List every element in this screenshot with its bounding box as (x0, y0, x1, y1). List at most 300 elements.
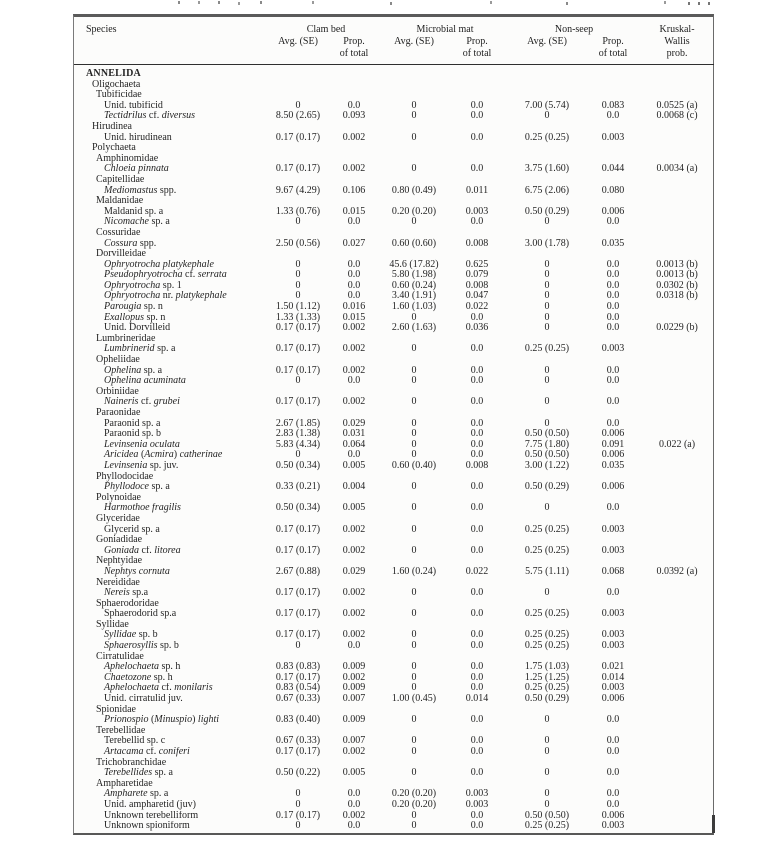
taxon-name: Lumbrinerid sp. a (104, 344, 176, 355)
nonseep-avg-cell: 6.75 (2.06) (524, 184, 570, 196)
species-row (74, 239, 714, 250)
taxon-name: Aricidea (Acmira) catherinae (104, 450, 223, 461)
mat-avg-cell: 0 (411, 544, 417, 556)
mat-prop-cell: 0.0 (470, 746, 484, 757)
taxon-name: Unid. cirratulid juv. (104, 694, 183, 705)
clam-prop-cell: 0.0 (347, 449, 361, 461)
nonseep-prop-cell: 0.003 (601, 131, 625, 143)
mat-avg-cell: 1.00 (0.45) (391, 693, 437, 705)
mat-avg-cell: 0.20 (0.20) (391, 798, 437, 810)
taxon-name: Pseudophryotrocha cf. serrata (104, 270, 227, 281)
kw-prob-cell (640, 376, 714, 387)
nonseep-avg-cell: 7.00 (5.74) (524, 99, 570, 111)
species-row (74, 821, 714, 832)
clam-avg-cell: 9.67 (4.29) (275, 184, 321, 196)
clam-prop-cell: 0.002 (342, 364, 366, 376)
nonseep-avg-cell: 0 (544, 396, 550, 408)
kw-prob-cell: 0.0013 (b) (656, 269, 698, 281)
kw-prob-cell: 0.0068 (c) (656, 110, 698, 122)
mat-prop-cell: 0.0 (470, 163, 484, 175)
kw-prob-cell: 0.022 (a) (658, 438, 696, 450)
taxon-name: Chaetozone sp. h (104, 672, 173, 683)
clam-avg-cell: 0.17 (0.17) (275, 523, 321, 535)
clam-avg-cell: 0 (295, 820, 301, 832)
mat-avg-cell: 5.80 (1.98) (391, 269, 437, 281)
nonseep-prop-cell (586, 122, 640, 133)
kw-prob-cell (640, 535, 714, 546)
species-row (74, 376, 714, 387)
col-header-nonseep-prop: Prop. of total (598, 36, 628, 59)
nonseep-prop-cell: 0.0 (606, 417, 620, 429)
species-row (74, 525, 714, 536)
taxon-name: Terebellidae (96, 725, 146, 736)
taxon-name: Nereis sp.a (104, 588, 149, 599)
kw-prob-cell (640, 789, 714, 800)
mat-avg-cell: 0 (411, 364, 417, 376)
mat-prop-cell (446, 408, 508, 419)
mat-avg-cell (382, 122, 446, 133)
species-row (74, 164, 714, 175)
mat-prop-cell: 0.0 (470, 449, 484, 461)
nonseep-avg-cell: 0.25 (0.25) (524, 682, 570, 694)
nonseep-avg-cell: 0.25 (0.25) (524, 343, 570, 355)
mat-prop-cell: 0.0 (470, 714, 484, 726)
nonseep-prop-cell (586, 175, 640, 186)
clam-prop-cell: 0.0 (347, 258, 361, 270)
mat-prop-cell: 0.014 (465, 693, 489, 705)
mat-avg-cell: 0 (411, 629, 417, 641)
clam-avg-cell: 0 (295, 375, 301, 387)
mat-avg-cell: 0 (411, 640, 417, 652)
nonseep-avg-cell: 0.50 (0.50) (524, 428, 570, 440)
species-row (74, 461, 714, 472)
kw-prob-cell (640, 397, 714, 408)
mat-avg-cell: 0.60 (0.24) (391, 279, 437, 291)
kw-prob-cell (640, 472, 714, 483)
nonseep-avg-cell: 0 (544, 269, 550, 281)
mat-avg-cell: 0 (411, 99, 417, 111)
clam-prop-cell: 0.002 (342, 608, 366, 620)
mat-prop-cell: 0.0 (470, 99, 484, 111)
nonseep-avg-cell: 0.25 (0.25) (524, 608, 570, 620)
clam-avg-cell (270, 65, 326, 80)
nonseep-avg-cell (508, 143, 586, 154)
nonseep-avg-cell (508, 65, 586, 80)
species-row (74, 344, 714, 355)
mat-avg-cell: 0 (411, 110, 417, 122)
kw-prob-cell (640, 186, 714, 197)
mat-avg-cell: 0 (411, 671, 417, 683)
kw-prob-cell (640, 630, 714, 641)
clam-avg-cell: 0.17 (0.17) (275, 629, 321, 641)
mat-prop-cell: 0.0 (470, 428, 484, 440)
nonseep-prop-cell: 0.035 (601, 459, 625, 471)
nonseep-avg-cell: 0.50 (0.50) (524, 809, 570, 821)
mat-prop-cell: 0.003 (465, 205, 489, 217)
mat-prop-cell: 0.0 (470, 608, 484, 620)
nonseep-avg-cell: 3.75 (1.60) (524, 163, 570, 175)
taxon-group-row (74, 122, 714, 133)
nonseep-avg-cell: 0.25 (0.25) (524, 629, 570, 641)
clam-avg-cell: 0.50 (0.22) (275, 767, 321, 779)
mat-avg-cell: 0 (411, 396, 417, 408)
species-row (74, 609, 714, 620)
clam-avg-cell: 0.17 (0.17) (275, 587, 321, 599)
nonseep-avg-cell: 0.50 (0.50) (524, 449, 570, 461)
kw-prob-cell (640, 133, 714, 144)
mat-avg-cell: 0 (411, 746, 417, 757)
kw-prob-cell (640, 641, 714, 652)
taxon-name: Sphaerosyllis sp. b (104, 641, 179, 652)
species-row (74, 186, 714, 197)
taxon-name: Tectidrilus cf. diversus (104, 111, 196, 122)
mat-prop-cell: 0.008 (465, 279, 489, 291)
header-group-row (74, 17, 714, 36)
clam-avg-cell (270, 80, 326, 91)
kw-prob-cell: 0.0013 (b) (656, 258, 698, 270)
mat-prop-cell: 0.003 (465, 788, 489, 800)
clam-avg-cell: 0.17 (0.17) (275, 671, 321, 683)
nonseep-prop-cell (586, 143, 640, 154)
species-table-body (74, 65, 714, 832)
nonseep-avg-cell: 0 (544, 746, 550, 757)
mat-prop-cell: 0.625 (465, 258, 489, 270)
nonseep-prop-cell: 0.0 (606, 322, 620, 334)
clam-avg-cell: 0.83 (0.83) (275, 661, 321, 673)
nonseep-prop-cell: 0.003 (601, 523, 625, 535)
clam-avg-cell: 0.17 (0.17) (275, 544, 321, 556)
mat-avg-cell: 0 (411, 809, 417, 821)
species-row (74, 397, 714, 408)
mat-avg-cell: 1.60 (0.24) (391, 565, 437, 577)
kw-prob-cell (640, 800, 714, 811)
kw-prob-cell (640, 673, 714, 684)
nonseep-prop-cell: 0.0 (606, 375, 620, 387)
kw-prob-cell (640, 228, 714, 239)
nonseep-prop-cell: 0.003 (601, 820, 625, 832)
clam-prop-cell: 0.009 (342, 714, 366, 726)
kw-prob-cell (640, 355, 714, 366)
taxon-name: Exallopus sp. n (104, 312, 166, 323)
taxon-name: Ophryotrocha sp. 1 (104, 280, 182, 291)
species-row (74, 768, 714, 779)
clam-prop-cell: 0.0 (347, 216, 361, 228)
clam-prop-cell (326, 228, 382, 239)
clam-avg-cell: 0.17 (0.17) (275, 322, 321, 334)
mat-avg-cell (382, 65, 446, 80)
clam-avg-cell: 0 (295, 798, 301, 810)
taxon-name: Artacama cf. coniferi (104, 747, 190, 757)
nonseep-prop-cell: 0.0 (606, 364, 620, 376)
scan-artifact-mark (712, 815, 715, 833)
kw-prob-cell (640, 620, 714, 631)
mat-avg-cell (382, 143, 446, 154)
mat-avg-cell: 0 (411, 735, 417, 747)
mat-prop-cell: 0.0 (470, 396, 484, 408)
nonseep-prop-cell: 0.0 (606, 396, 620, 408)
mat-avg-cell: 0 (411, 714, 417, 726)
mat-avg-cell: 0 (411, 661, 417, 673)
clam-prop-cell: 0.0 (347, 640, 361, 652)
nonseep-prop-cell: 0.0 (606, 279, 620, 291)
nonseep-prop-cell: 0.0 (606, 735, 620, 747)
kw-prob-cell (640, 207, 714, 218)
nonseep-avg-cell: 0 (544, 714, 550, 726)
taxon-name: Harmothoe fragilis (104, 503, 181, 514)
taxon-name: Cossura spp. (104, 238, 157, 249)
mat-prop-cell: 0.0 (470, 544, 484, 556)
taxon-name: Ampharete sp. a (104, 789, 169, 800)
mat-avg-cell: 0 (411, 428, 417, 440)
kw-prob-cell (640, 387, 714, 398)
nonseep-prop-cell: 0.083 (601, 99, 625, 111)
nonseep-prop-cell: 0.0 (606, 290, 620, 302)
nonseep-prop-cell: 0.006 (601, 693, 625, 705)
kw-prob-cell (640, 493, 714, 504)
clam-avg-cell (270, 122, 326, 133)
clam-prop-cell: 0.016 (342, 301, 366, 313)
mat-avg-cell: 0 (411, 587, 417, 599)
taxon-name: Orbiniidae (96, 386, 139, 397)
nonseep-avg-cell: 0.50 (0.29) (524, 205, 570, 217)
kw-prob-cell (640, 662, 714, 673)
taxon-name: Unknown terebelliform (104, 810, 199, 821)
clam-prop-cell (326, 65, 382, 80)
clam-prop-cell: 0.0 (347, 788, 361, 800)
kw-prob-cell: 0.0525 (a) (656, 99, 698, 111)
taxon-group-row (74, 228, 714, 239)
mat-prop-cell (446, 80, 508, 91)
mat-prop-cell: 0.0 (470, 820, 484, 832)
kw-prob-cell (640, 546, 714, 557)
clam-avg-cell: 0.17 (0.17) (275, 131, 321, 143)
nonseep-avg-cell: 0 (544, 311, 550, 323)
clam-prop-cell: 0.0 (347, 99, 361, 111)
mat-avg-cell: 0 (411, 438, 417, 450)
nonseep-prop-cell: 0.0 (606, 258, 620, 270)
mat-avg-cell: 0 (411, 216, 417, 228)
mat-prop-cell (446, 65, 508, 80)
clam-avg-cell (270, 175, 326, 186)
col-group-clam-bed: Clam bed (306, 24, 346, 35)
clam-avg-cell: 0.83 (0.54) (275, 682, 321, 694)
clam-avg-cell: 0.33 (0.21) (275, 481, 321, 493)
mat-prop-cell: 0.0 (470, 311, 484, 323)
clam-prop-cell: 0.093 (342, 110, 366, 122)
taxon-group-row (74, 143, 714, 154)
mat-avg-cell: 0.20 (0.20) (391, 788, 437, 800)
mat-avg-cell: 0 (411, 820, 417, 832)
taxon-name: Unid. ampharetid (juv) (104, 799, 196, 810)
mat-prop-cell: 0.047 (465, 290, 489, 302)
kw-prob-cell (640, 747, 714, 758)
kw-prob-cell (640, 302, 714, 313)
nonseep-prop-cell: 0.003 (601, 343, 625, 355)
nonseep-prop-cell: 0.080 (601, 184, 625, 196)
taxon-group-row (74, 80, 714, 91)
kw-prob-cell: 0.0302 (b) (656, 279, 698, 291)
nonseep-avg-cell: 0 (544, 258, 550, 270)
mat-prop-cell (446, 175, 508, 186)
taxon-name: Nereididae (96, 577, 140, 588)
mat-prop-cell: 0.036 (465, 322, 489, 334)
clam-prop-cell: 0.005 (342, 502, 366, 514)
nonseep-avg-cell: 0 (544, 322, 550, 334)
nonseep-avg-cell: 0 (544, 290, 550, 302)
species-row (74, 694, 714, 705)
kw-prob-cell (640, 683, 714, 694)
taxon-name: Maldanidae (96, 196, 144, 207)
nonseep-avg-cell: 3.00 (1.78) (524, 237, 570, 249)
kw-line-2: Wallis (664, 36, 690, 47)
nonseep-avg-cell: 0.50 (0.29) (524, 481, 570, 493)
taxon-name: Glycerid sp. a (104, 524, 160, 535)
mat-avg-cell: 0 (411, 481, 417, 493)
mat-avg-cell (382, 408, 446, 419)
clam-prop-cell: 0.002 (342, 163, 366, 175)
clam-prop-cell: 0.002 (342, 544, 366, 556)
taxon-name: Paraonidae (96, 408, 141, 418)
species-row (74, 747, 714, 758)
taxon-name: Parougia sp. n (104, 302, 163, 313)
kw-prob-cell (640, 811, 714, 822)
mat-avg-cell: 0 (411, 417, 417, 429)
taxon-name: Phyllodoce sp. a (104, 482, 170, 493)
nonseep-avg-cell: 0 (544, 301, 550, 313)
clam-avg-cell: 1.33 (1.33) (275, 311, 321, 323)
taxon-name: Cirratulidae (96, 651, 144, 662)
mat-prop-cell: 0.0 (470, 523, 484, 535)
clam-avg-cell: 0.17 (0.17) (275, 809, 321, 821)
clam-prop-cell: 0.002 (342, 809, 366, 821)
nonseep-prop-cell (586, 80, 640, 91)
clam-prop-cell: 0.002 (342, 396, 366, 408)
clam-prop-cell: 0.015 (342, 311, 366, 323)
mat-avg-cell: 0.80 (0.49) (391, 184, 437, 196)
kw-prob-cell: 0.0318 (b) (656, 290, 698, 302)
nonseep-avg-cell: 0.25 (0.25) (524, 523, 570, 535)
taxon-name: Unid. tubificid (104, 100, 163, 111)
kw-line-3: prob. (666, 48, 688, 59)
nonseep-avg-cell: 0.25 (0.25) (524, 640, 570, 652)
col-group-non-seep: Non-seep (554, 24, 594, 35)
kw-prob-cell (640, 578, 714, 589)
clam-avg-cell: 0 (295, 99, 301, 111)
taxon-name: Goniada cf. litorea (104, 545, 181, 556)
nonseep-avg-cell: 0 (544, 767, 550, 779)
clam-avg-cell: 2.67 (0.88) (275, 565, 321, 577)
nonseep-prop-cell: 0.0 (606, 746, 620, 757)
clam-avg-cell: 0.50 (0.34) (275, 502, 321, 514)
col-header-mat-avg: Avg. (SE) (394, 36, 434, 47)
mat-prop-cell (446, 143, 508, 154)
col-group-microbial-mat: Microbial mat (416, 24, 474, 35)
clam-prop-cell (326, 408, 382, 419)
species-row (74, 323, 714, 334)
nonseep-prop-cell: 0.003 (601, 682, 625, 694)
kw-prob-cell (640, 652, 714, 663)
taxon-name: Polychaeta (92, 143, 136, 154)
clam-prop-cell: 0.002 (342, 322, 366, 334)
taxon-name: Ophryotrocha nr. platykephale (104, 291, 227, 302)
nonseep-prop-cell: 0.0 (606, 798, 620, 810)
taxon-name: Unid. Dorvilleid (104, 323, 171, 334)
clam-prop-cell: 0.002 (342, 671, 366, 683)
nonseep-avg-cell (508, 228, 586, 239)
clam-prop-cell: 0.0 (347, 290, 361, 302)
clam-avg-cell: 0.17 (0.17) (275, 608, 321, 620)
nonseep-avg-cell: 0.25 (0.25) (524, 820, 570, 832)
nonseep-avg-cell: 0.25 (0.25) (524, 544, 570, 556)
species-row (74, 567, 714, 578)
mat-prop-cell: 0.0 (470, 502, 484, 514)
species-row (74, 715, 714, 726)
nonseep-avg-cell: 0 (544, 216, 550, 228)
clam-prop-cell: 0.002 (342, 131, 366, 143)
kw-prob-cell (640, 143, 714, 154)
nonseep-avg-cell: 0 (544, 502, 550, 514)
mat-avg-cell: 0 (411, 502, 417, 514)
kw-prob-cell: 0.0392 (a) (656, 565, 698, 577)
kw-prob-cell (640, 779, 714, 790)
clam-avg-cell: 2.50 (0.56) (275, 237, 321, 249)
clam-avg-cell (270, 408, 326, 419)
species-row (74, 546, 714, 557)
kw-prob-cell (640, 768, 714, 779)
kw-prob-cell (640, 726, 714, 737)
clam-prop-cell: 0.0 (347, 798, 361, 810)
mat-prop-cell: 0.0 (470, 587, 484, 599)
clam-prop-cell: 0.029 (342, 417, 366, 429)
clam-prop-cell: 0.002 (342, 523, 366, 535)
mat-avg-cell (382, 175, 446, 186)
clam-avg-cell: 0 (295, 216, 301, 228)
mat-avg-cell (382, 514, 446, 525)
kw-prob-cell: 0.0034 (a) (656, 163, 698, 175)
nonseep-avg-cell: 7.75 (1.80) (524, 438, 570, 450)
clam-prop-cell: 0.0 (347, 279, 361, 291)
kw-prob-cell (640, 419, 714, 430)
nonseep-prop-cell: 0.003 (601, 640, 625, 652)
taxon-name: Spionidae (96, 704, 136, 715)
mat-prop-cell: 0.0 (470, 767, 484, 779)
species-row (74, 482, 714, 493)
mat-prop-cell: 0.0 (470, 364, 484, 376)
taxon-name: Aphelochaeta cf. monilaris (104, 683, 213, 694)
nonseep-avg-cell: 0 (544, 798, 550, 810)
kw-prob-cell (640, 122, 714, 133)
nonseep-prop-cell: 0.035 (601, 237, 625, 249)
mat-avg-cell: 0 (411, 682, 417, 694)
mat-prop-cell: 0.079 (465, 269, 489, 281)
nonseep-prop-cell: 0.0 (606, 714, 620, 726)
species-row (74, 800, 714, 811)
nonseep-prop-cell: 0.003 (601, 608, 625, 620)
mat-prop-cell: 0.003 (465, 798, 489, 810)
taxon-name: Unknown spioniform (104, 821, 190, 832)
nonseep-avg-cell: 1.25 (1.25) (524, 671, 570, 683)
nonseep-avg-cell: 0 (544, 788, 550, 800)
mat-prop-cell: 0.0 (470, 417, 484, 429)
mat-prop-cell (446, 228, 508, 239)
kw-prob-cell: 0.0229 (b) (656, 322, 698, 334)
kw-prob-cell (640, 482, 714, 493)
kw-prob-cell (640, 705, 714, 716)
taxon-name: Terebellides sp. a (104, 768, 173, 779)
nonseep-prop-cell: 0.0 (606, 269, 620, 281)
nonseep-avg-cell: 0.50 (0.29) (524, 693, 570, 705)
species-table (74, 17, 714, 832)
